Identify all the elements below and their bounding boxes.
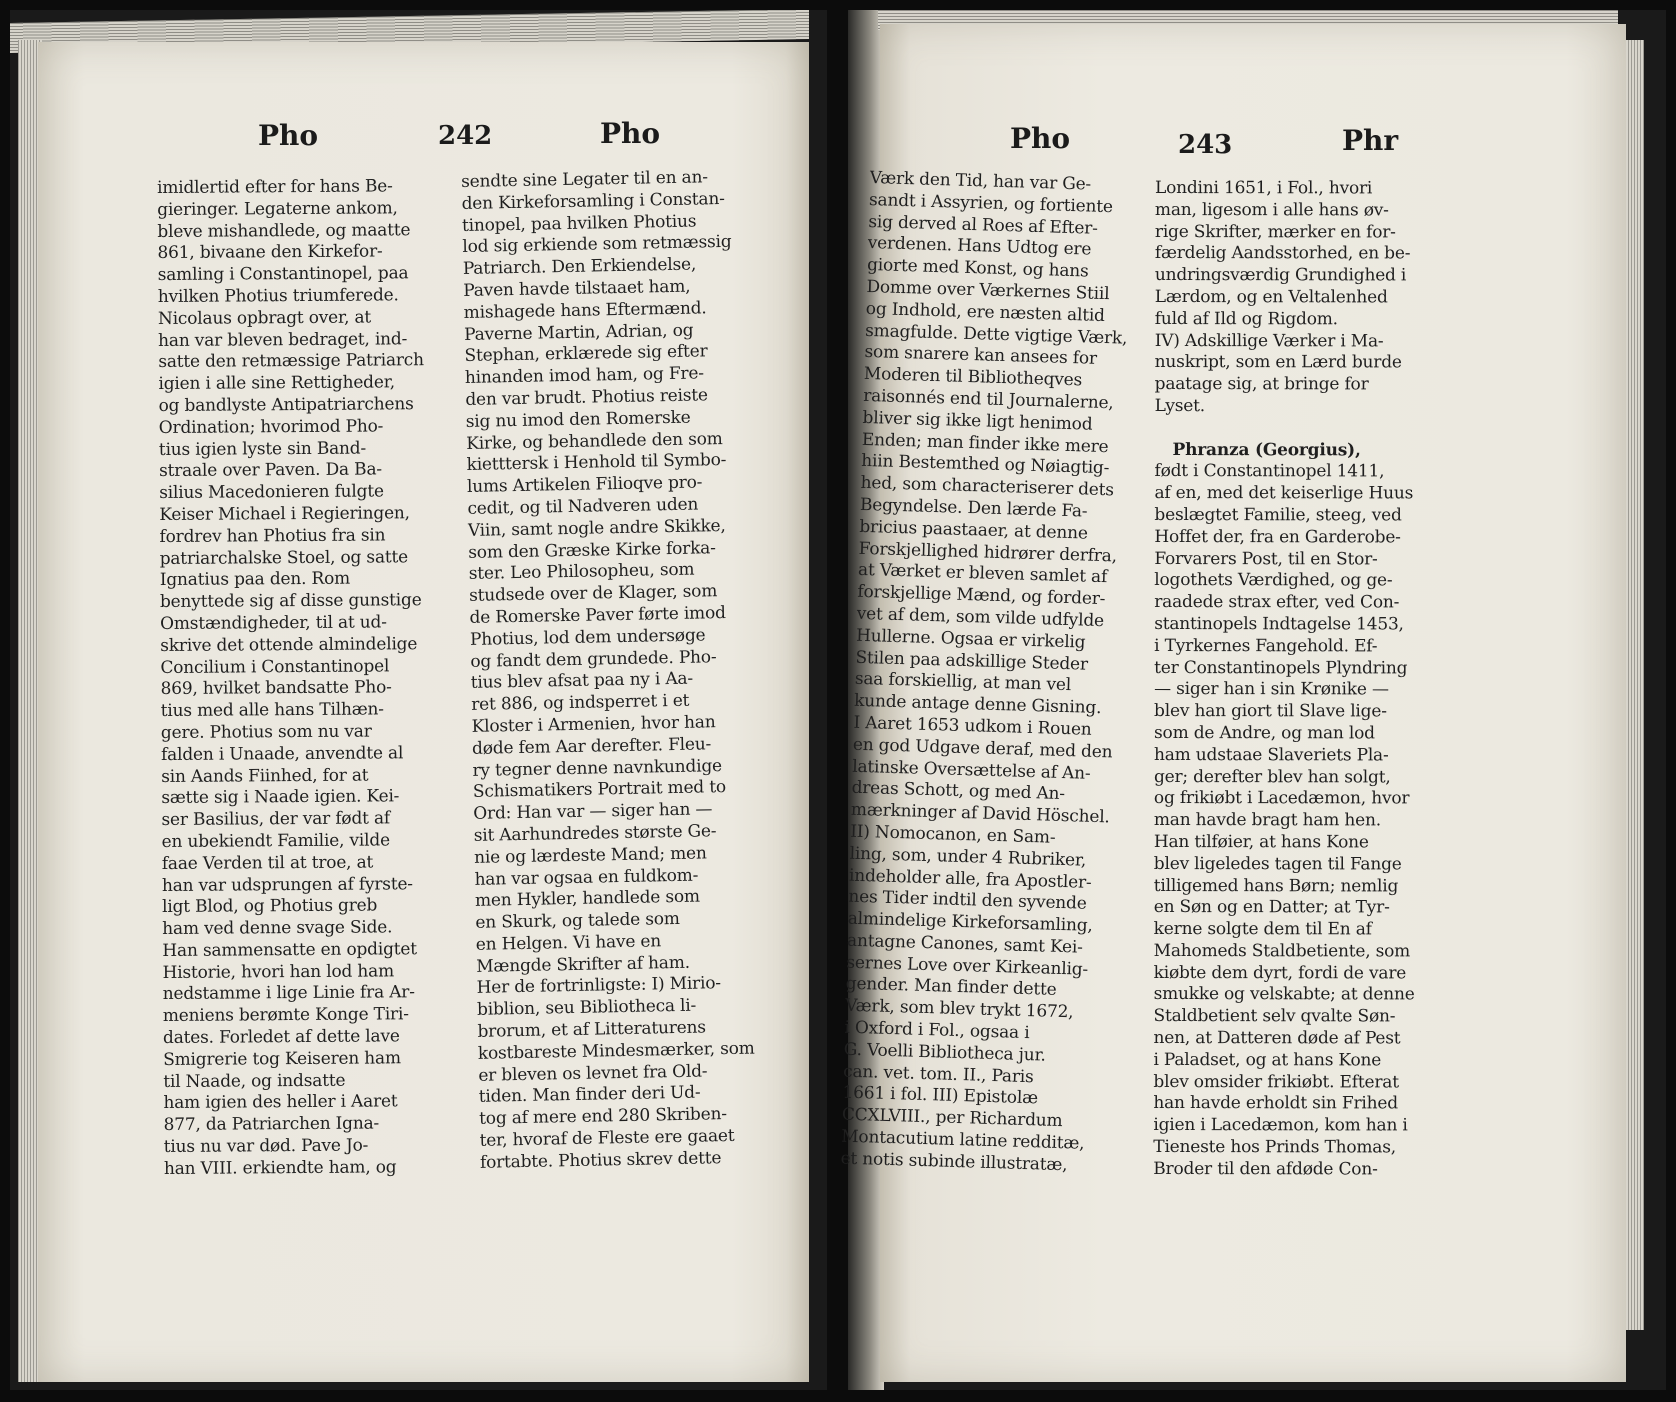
right-page-column-1 [840, 168, 1160, 1179]
text-line: som de Andre, og man lod [1154, 722, 1375, 744]
text-line: Stilen paa adskillige Steder [855, 647, 1089, 675]
text-line: lums Artikelen Filioqve pro- [466, 472, 703, 498]
text-line: hvilken Photius triumferede. [157, 285, 399, 307]
text-line: Patriarch. Den Erkiendelse, [462, 254, 697, 280]
text-line: men Hykler, handlede som [474, 886, 701, 912]
text-line: mishagede hans Eftermænd. [463, 298, 707, 323]
text-line: og fandt dem grundede. Pho- [470, 646, 717, 672]
text-line: Phranza (Georgius), [1172, 439, 1361, 460]
text-line: biblion, seu Bibliotheca li- [476, 995, 697, 1021]
right-page-column-2 [1153, 178, 1445, 1181]
text-line: Lærdom, og en Veltalenhed [1154, 286, 1388, 308]
text-line: logothets Værdighed, og ge- [1154, 570, 1393, 591]
text-line: paatage sig, at bringe for [1154, 374, 1369, 395]
text-line: igien i Lacedæmon, kom han i [1153, 1115, 1408, 1136]
text-line: patriarchalske Stoel, og satte [159, 546, 409, 569]
text-line: Staldbetient selv qvalte Søn- [1153, 1006, 1396, 1027]
text-line: Viin, samt nogle andre Skikke, [467, 515, 726, 541]
text-line: han var bleven bedraget, ind- [158, 328, 408, 351]
text-line: Paven havde tilstaaet ham, [463, 276, 691, 301]
text-line: kerne solgte dem til En af [1153, 919, 1372, 940]
text-line: almindelige Kirkeforsamling, [847, 908, 1093, 937]
text-line: Forskjellighed hidrører derfra, [858, 538, 1118, 567]
text-line: hinanden imod ham, og Fre- [464, 363, 704, 389]
text-line: rige Skrifter, mærker en for- [1154, 221, 1396, 243]
right-page-number: 243 [1178, 130, 1233, 160]
text-line: lod sig erkiende som retmæssig [462, 232, 732, 258]
text-line: IV) Adskillige Værker i Ma- [1154, 330, 1384, 351]
text-line: Nicolaus opbragt over, at [157, 307, 372, 329]
text-line: nie og lærdeste Mand; men [473, 843, 707, 868]
text-line: man, ligesom i alle hans øv- [1154, 199, 1389, 221]
text-line: hed, som characteriserer dets [860, 473, 1115, 501]
right-page-header [838, 122, 1676, 162]
text-line: sætte sig i Naade igien. Kei- [161, 786, 400, 809]
text-line: meniens berømte Konge Tiri- [162, 1004, 409, 1027]
text-line: giorte med Konst, og hans [866, 255, 1089, 282]
text-line: bricius paastaaer, at denne [859, 516, 1089, 544]
text-line: Historie, hvori han lod ham [162, 961, 395, 983]
text-line: Domme over Værkernes Stiil [866, 276, 1110, 305]
text-line: en Skurk, og talede som [475, 909, 680, 933]
text-line: Han sammensatte en opdigtet [162, 939, 417, 961]
text-line: i Oxford i Fol., ogsaa i [844, 1017, 1030, 1044]
text-line: antagne Canones, samt Kei- [846, 930, 1083, 958]
text-line: skrive det ottende almindelige [160, 633, 418, 656]
text-line: en god Udgave deraf, med den [852, 734, 1113, 763]
text-line: bleve mishandlede, og maatte [157, 219, 411, 242]
text-line: Kloster i Armenien, hvor han [471, 712, 716, 737]
text-line: tius igien lyste sin Band- [158, 438, 367, 460]
text-line: tius blev afsat paa ny i Aa- [470, 668, 694, 694]
text-line: nuskript, som en Lærd burde [1154, 352, 1402, 373]
text-line: Photius, lod dem undersøge [469, 625, 706, 650]
text-line: ry tegner denne navnkundige [472, 755, 723, 781]
right-header-guide-word-left: Pho [1010, 122, 1071, 155]
text-line: som den Græske Kirke forka- [468, 537, 716, 563]
text-line: Londini 1651, i Fol., hvori [1154, 178, 1373, 199]
text-line: ligt Blod, og Photius greb [162, 895, 378, 918]
text-line: Forvarers Post, til en Stor- [1154, 548, 1378, 569]
text-line: fortabte. Photius skrev dette [479, 1148, 722, 1173]
text-line: II) Nomocanon, en Sam- [850, 821, 1056, 848]
text-line: blev omsider frikiøbt. Efterat [1153, 1071, 1399, 1093]
text-line [1155, 418, 1445, 440]
text-line: han var ogsaa en fuldkom- [474, 865, 699, 890]
text-line: — siger han i sin Krønike — [1154, 679, 1389, 700]
text-line: ser Basilius, der var født af [161, 808, 391, 831]
text-line: nedstamme i lige Linie fra Ar- [162, 982, 415, 1005]
text-line: Han tilføier, at hans Kone [1153, 831, 1369, 853]
text-line: Keiser Michael i Regieringen, [159, 503, 410, 525]
text-line: Omstændigheder, til at ud- [160, 612, 387, 634]
text-line: ster. Leo Philosopheu, som [468, 559, 695, 585]
text-line: sandt i Assyrien, og fortiente [868, 189, 1114, 218]
text-line: kiøbte dem dyrt, fordi de vare [1153, 962, 1407, 984]
text-line: vet af dem, som vilde udfylde [856, 603, 1105, 632]
text-line: nes Tider indtil den syvende [848, 886, 1087, 915]
text-line: Enden; man finder ikke mere [861, 429, 1109, 457]
text-line: smagfulde. Dette vigtige Værk, [864, 320, 1128, 349]
text-line: igien i alle sine Rettigheder, [158, 372, 396, 395]
text-line: 877, da Patriarchen Igna- [163, 1113, 380, 1136]
text-line: i Tyrkernes Fangehold. Ef- [1154, 635, 1378, 657]
text-line: 869, hvilket bandsatte Pho- [160, 677, 392, 700]
text-line: Værk, som blev trykt 1672, [844, 995, 1074, 1023]
text-line: Broder til den afdøde Con- [1153, 1158, 1378, 1180]
text-line: blev ligeledes tagen til Fange [1153, 853, 1402, 875]
text-line: han VIII. erkiendte ham, og [163, 1157, 397, 1179]
left-page-column-2 [461, 166, 770, 1174]
text-line: sit Aarhundredes største Ge- [473, 821, 717, 846]
text-line: ling, som, under 4 Rubriker, [849, 843, 1087, 871]
text-line: latinske Oversættelse af An- [851, 756, 1091, 784]
text-line: Lyset. [1154, 395, 1206, 417]
text-line: de Romerske Paver førte imod [469, 602, 726, 628]
text-line: fordrev han Photius fra sin [159, 525, 386, 547]
text-line: og frikiøbt i Lacedæmon, hvor [1153, 788, 1410, 809]
text-line: Mængde Skrifter af ham. [476, 952, 691, 977]
text-line: tilligemed hans Børn; nemlig [1153, 875, 1399, 896]
text-line: indeholder alle, fra Apostler- [848, 865, 1092, 893]
text-line: Smigrerie tog Keiseren ham [163, 1048, 401, 1070]
text-line: han var udsprungen af fyrste- [161, 873, 413, 896]
text-line: cedit, og til Nadveren uden [467, 494, 699, 519]
text-line: ger; derefter blev han solgt, [1153, 766, 1391, 787]
left-header-guide-word-left: Pho [258, 119, 319, 152]
text-line: færdelig Aandsstorhed, en be- [1154, 243, 1411, 264]
text-line: ter, hvoraf de Fleste ere gaaet [479, 1125, 735, 1151]
text-line: studsede over de Klager, som [468, 581, 718, 607]
text-line: blev han giort til Slave lige- [1154, 701, 1387, 722]
text-line: CCXLVIII., per Richardum [841, 1104, 1063, 1132]
text-line: ret 886, og indsperret i et [471, 690, 690, 716]
text-line: født i Constantinopel 1411, [1154, 461, 1385, 482]
text-line: Montacutium latine redditæ, [840, 1126, 1085, 1154]
text-line: tinopel, paa hvilken Photius [461, 211, 697, 236]
text-line: tius med alle hans Tilhæn- [160, 699, 384, 722]
text-line: en Helgen. Vi have en [475, 931, 662, 955]
text-line: som snarere kan ansees for [864, 342, 1098, 370]
text-line: sig nu imod den Romerske [465, 407, 691, 432]
text-line: Concilium i Constantinopel [160, 655, 390, 678]
text-line: raisonnés end til Journalerne, [862, 385, 1114, 414]
text-line: nen, at Datteren døde af Pest [1153, 1028, 1401, 1049]
text-line: verdenen. Hans Udtog ere [867, 233, 1092, 260]
text-line: den var brudt. Photius reiste [465, 385, 708, 410]
text-line: hiin Bestemthed og Nøiagtig- [861, 451, 1110, 479]
text-line: faae Verden til at troe, at [161, 852, 374, 874]
text-line: Hoffet der, fra en Garderobe- [1154, 526, 1401, 548]
text-line: gender. Man finder dette [845, 974, 1057, 1001]
text-line: han havde erholdt sin Frihed [1153, 1093, 1398, 1114]
text-line: Kirke, og behandlede den som [466, 428, 723, 454]
text-line: døde fem Aar derefter. Fleu- [471, 734, 712, 759]
text-line: og bandlyste Antipatriarchens [158, 394, 414, 416]
text-line: samling i Constantinopel, paa [157, 263, 409, 286]
text-line: gieringer. Legaterne ankom, [157, 198, 398, 220]
text-line: Værk den Tid, han var Ge- [869, 168, 1092, 195]
right-header-guide-word-right: Phr [1342, 124, 1399, 157]
text-line: sernes Love over Kirkeanlig- [846, 952, 1089, 980]
text-line: er bleven os levnet fra Old- [478, 1061, 708, 1086]
left-header-guide-word-right: Pho [600, 117, 661, 150]
text-line: Schismatikers Portrait med to [472, 777, 727, 803]
text-line: 861, bivaane den Kirkefor- [157, 241, 383, 264]
text-line: mærkninger af David Höschel. [850, 799, 1110, 828]
text-line: undringsværdig Grundighed i [1154, 265, 1407, 286]
text-line: tog af mere end 280 Skriben- [478, 1104, 727, 1130]
text-line: af en, med det keiserlige Huus [1154, 483, 1414, 504]
left-page-column-1 [157, 176, 454, 1181]
text-line: i Paladset, og at hans Kone [1153, 1049, 1382, 1071]
text-line: dreas Schott, og med An- [851, 778, 1066, 805]
text-line: tius nu var død. Pave Jo- [163, 1135, 369, 1158]
text-line: ham igien des heller i Aaret [163, 1091, 398, 1114]
left-page-number: 242 [438, 121, 493, 151]
text-line: Stephan, erklærede sig efter [464, 341, 708, 367]
text-line: en Søn og en Datter; at Tyr- [1153, 897, 1390, 918]
text-line: falden i Unaade, anvendte al [160, 743, 404, 765]
text-line: sin Aands Fiinhed, for at [161, 765, 369, 787]
text-line: og Indhold, ere næsten altid [865, 298, 1106, 326]
text-line: kietttersk i Henhold til Symbo- [466, 450, 727, 476]
text-line: can. vet. tom. II., Paris [842, 1061, 1034, 1087]
text-line: stantinopels Indtagelse 1453, [1154, 613, 1404, 635]
text-line: 1661 i fol. III) Epistolæ [842, 1083, 1039, 1109]
text-line: ham udstaae Slaveriets Pla- [1153, 744, 1389, 766]
text-line: sig derved al Roes af Efter- [868, 211, 1098, 239]
text-line: straale over Paven. Da Ba- [158, 459, 382, 482]
text-line: smukke og velskabte; at denne [1153, 984, 1415, 1005]
text-line: brorum, et af Litteraturens [477, 1017, 706, 1042]
text-line: sendte sine Legater til en an- [461, 167, 708, 192]
text-line: Moderen til Bibliotheqves [863, 364, 1083, 391]
text-line: bliver sig ikke ligt henimod [862, 407, 1093, 435]
text-line: dates. Forledet af dette lave [162, 1026, 400, 1049]
text-line: saa forskiellig, at man vel [854, 669, 1072, 696]
text-line: silius Macedonieren fulgte [159, 481, 384, 504]
text-line: kostbareste Mindesmærker, som [477, 1038, 755, 1064]
text-line: Hullerne. Ogsaa er virkelig [855, 625, 1086, 653]
text-line: ham ved denne svage Side. [162, 917, 393, 940]
text-line: tiden. Man finder deri Ud- [478, 1083, 701, 1108]
text-line: imidlertid efter for hans Be- [157, 176, 393, 198]
text-line: Ignatius paa den. Rom [159, 569, 351, 591]
text-line: Ord: Han var — siger han — [473, 799, 713, 824]
text-line: ter Constantinopels Plyndring [1154, 657, 1408, 678]
text-line: satte den retmæssige Patriarch [158, 350, 424, 373]
text-line: Ordination; hvorimod Pho- [158, 416, 384, 438]
text-line: forskjellige Mænd, og forder- [857, 581, 1106, 610]
text-line: til Naade, og indsatte [163, 1070, 346, 1092]
text-line: en ubekiendt Familie, vilde [161, 830, 390, 852]
text-line: et notis subinde illustratæ, [840, 1148, 1068, 1176]
text-line: gere. Photius som nu var [160, 721, 372, 743]
text-line: beslægtet Familie, steeg, ved [1154, 504, 1402, 526]
text-line: Mahomeds Staldbetiente, som [1153, 940, 1411, 962]
text-line: at Værket er bleven samlet af [857, 560, 1108, 588]
text-line: Her de fortrinligste: I) Mirio- [476, 973, 722, 999]
text-line: kunde antage denne Gisning. [853, 690, 1102, 719]
text-line: Paverne Martin, Adrian, og [463, 320, 694, 345]
text-line: fuld af Ild og Rigdom. [1154, 308, 1338, 330]
left-page-header [0, 115, 838, 155]
text-line: man havde bragt ham hen. [1153, 810, 1381, 831]
text-line: benyttede sig af disse gunstige [159, 590, 422, 613]
text-line: I Aaret 1653 udkom i Rouen [853, 712, 1092, 740]
text-line: Begyndelse. Den lærde Fa- [859, 494, 1088, 522]
text-line: Tieneste hos Prinds Thomas, [1153, 1137, 1396, 1158]
text-line: G. Voelli Bibliotheca jur. [843, 1039, 1047, 1066]
text-line: den Kirkeforsamling i Constan- [461, 188, 725, 214]
text-line: raadede strax efter, ved Con- [1154, 592, 1400, 613]
